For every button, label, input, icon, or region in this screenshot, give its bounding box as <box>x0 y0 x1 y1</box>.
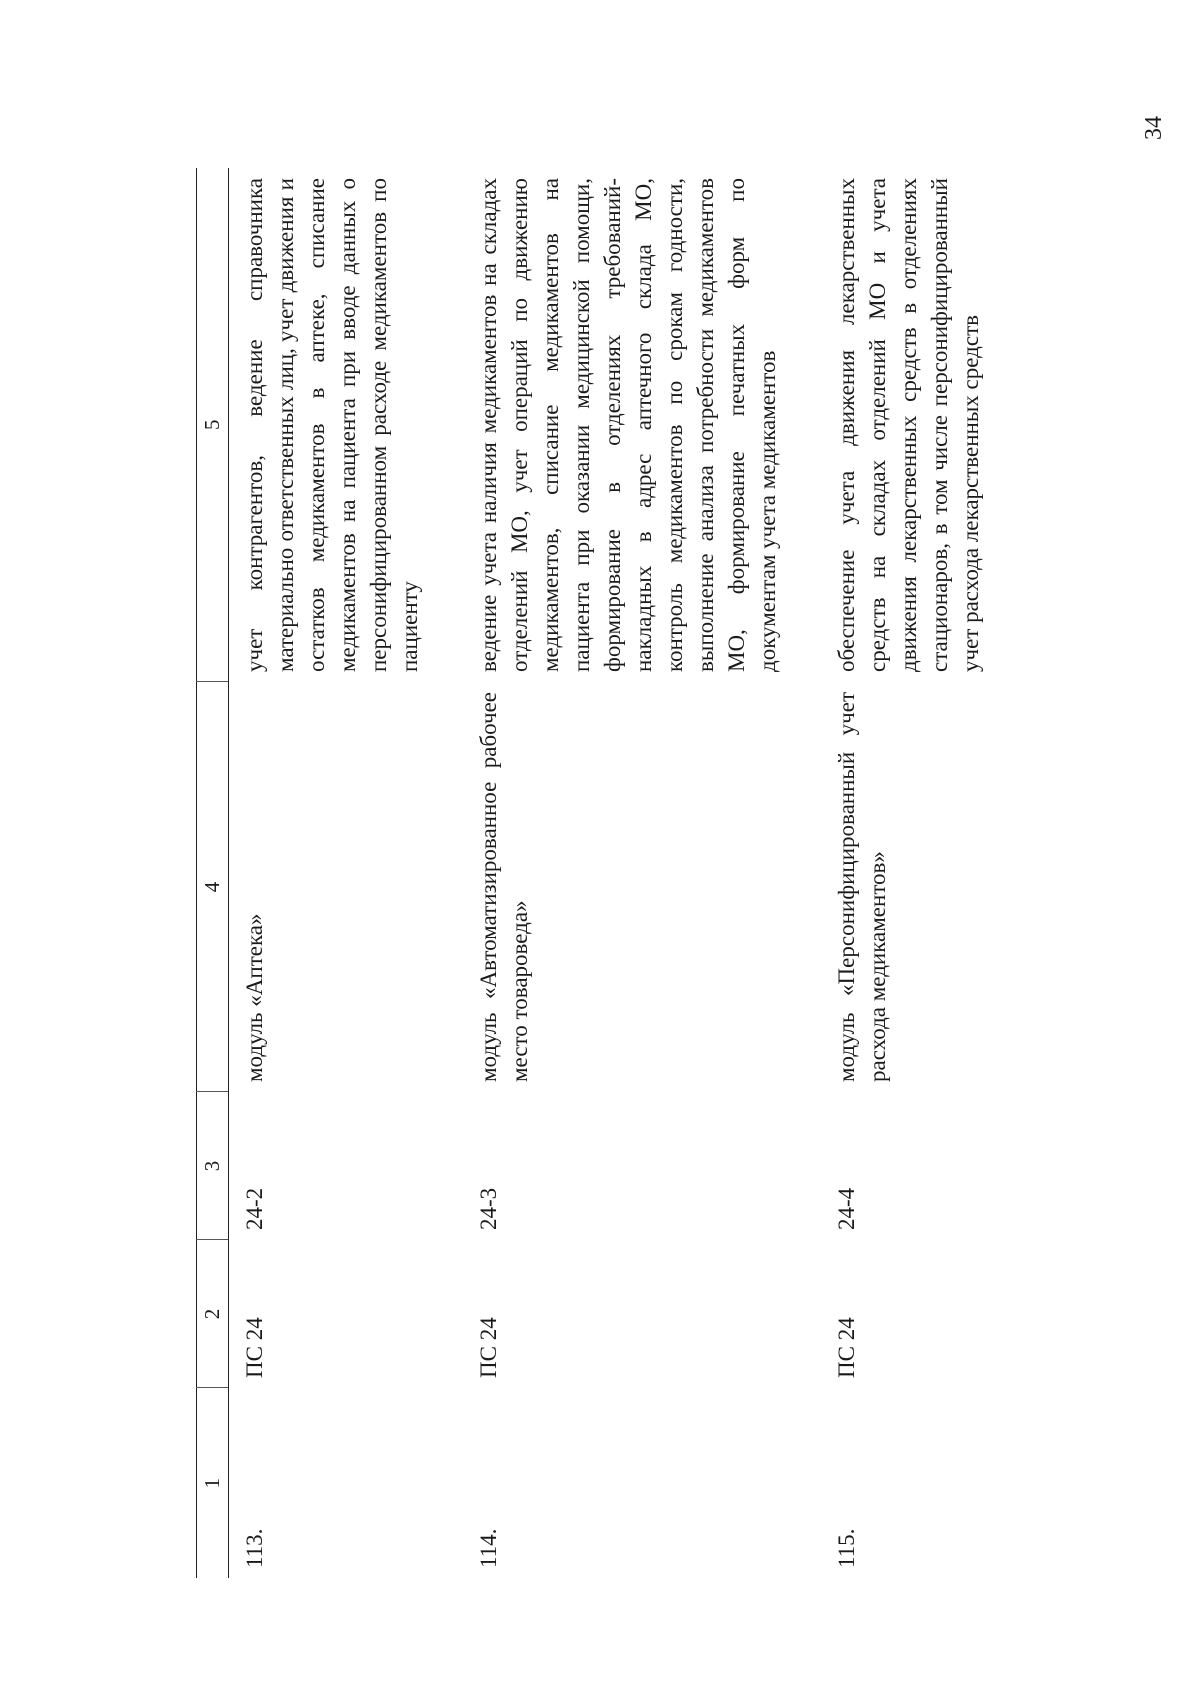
header-row <box>197 168 229 1578</box>
column-header-1: 1 <box>197 1388 229 1578</box>
table-row <box>229 168 464 1578</box>
system-code: ПС 24 <box>834 1317 859 1378</box>
module-name: модуль «Персонифицированный учет расхода медикаментов» <box>834 692 890 1082</box>
column-header-3: 3 <box>197 1092 229 1240</box>
module-description: учет контрагентов, ведение справочника материально ответственных лиц, учет движения и остатков медикаментов в аптеке, списание медикаментов на пациента при вводе данных о персонифицированном расходе медикаментов по пациенту <box>242 178 422 672</box>
row-number: 114. <box>476 1528 501 1568</box>
system-code: ПС 24 <box>242 1317 267 1378</box>
row-number: 115. <box>834 1528 859 1568</box>
module-code: 24-2 <box>242 1187 267 1230</box>
table-row <box>821 168 1024 1578</box>
row-number: 113. <box>242 1528 267 1568</box>
page-number: 34 <box>1141 116 1167 140</box>
module-name: модуль «Автоматизированное рабочее место товароведа» <box>476 692 532 1082</box>
module-code: 24-3 <box>476 1187 501 1230</box>
module-code: 24-4 <box>834 1187 859 1230</box>
rotated-table-container <box>196 168 996 1578</box>
column-header-2: 2 <box>197 1240 229 1388</box>
column-header-4: 4 <box>197 682 229 1092</box>
data-table <box>196 168 1024 1578</box>
system-code: ПС 24 <box>476 1317 501 1378</box>
column-header-5: 5 <box>197 168 229 682</box>
table-row <box>463 168 821 1578</box>
module-description: обеспечение учета движения лекарственных средств на складах отделений МО и учета движения лекарственных средств в отделениях стационаров, в том числе персонифицированный учет расхода лекарственных средств <box>834 178 983 672</box>
module-name: модуль «Аптека» <box>242 913 267 1082</box>
module-description: ведение учета наличия медикаментов на складах отделений МО, учет операций по движению медикаментов, списание медикаментов на пациента при оказании медицинской помощи, формирование в отделениях требований-накладных в адрес аптечного склада МО, контроль медикаментов по срокам годности, выполнение анализа потребности медикаментов МО, формирование печатных форм по документам учета медикаментов <box>476 178 780 672</box>
